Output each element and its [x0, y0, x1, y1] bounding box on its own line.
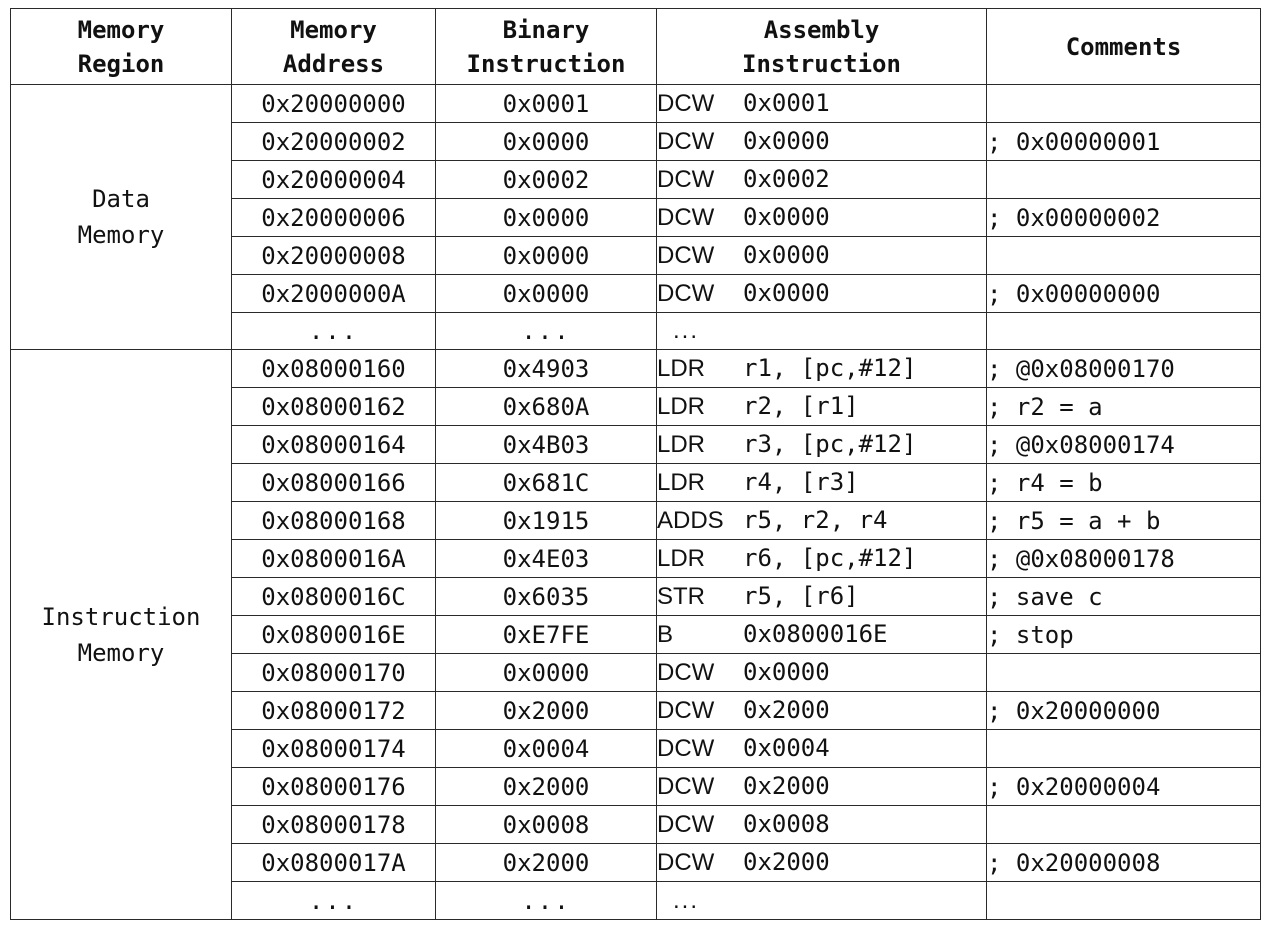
binary-instruction-cell: 0x0000	[436, 199, 657, 237]
memory-address-cell: 0x08000162	[232, 388, 436, 426]
binary-instruction-cell: 0x0000	[436, 275, 657, 313]
assembly-instruction-cell	[657, 350, 987, 388]
comment-cell	[987, 313, 1261, 350]
comment-cell: ; 0x00000002	[987, 199, 1261, 237]
binary-instruction-cell: 0x0004	[436, 730, 657, 768]
memory-address-cell: 0x20000004	[232, 161, 436, 199]
operands: r5, [r6]	[743, 582, 859, 611]
assembly-instruction-cell	[657, 464, 987, 502]
header-comments: Comments	[987, 9, 1261, 85]
assembly-instruction-cell	[657, 123, 987, 161]
binary-instruction-cell: 0x1915	[436, 502, 657, 540]
opcode: DCW	[657, 204, 715, 231]
binary-instruction-cell: 0x680A	[436, 388, 657, 426]
memory-address-cell: 0x08000170	[232, 654, 436, 692]
opcode: STR	[657, 583, 705, 611]
memory-address-cell: 0x0800017A	[232, 844, 436, 882]
opcode: DCW	[657, 90, 715, 117]
opcode: DCW	[657, 280, 715, 307]
memory-address-cell: 0x08000178	[232, 806, 436, 844]
opcode: B	[657, 621, 674, 649]
binary-instruction-cell: 0x4903	[436, 350, 657, 388]
comment-cell	[987, 730, 1261, 768]
operands: 0x0002	[743, 165, 830, 193]
comment-cell: ; 0x20000008	[987, 844, 1261, 882]
comment-cell: ; 0x00000001	[987, 123, 1261, 161]
comment-cell: ; @0x08000178	[987, 540, 1261, 578]
memory-address-cell: 0x08000172	[232, 692, 436, 730]
binary-instruction-cell: 0x0002	[436, 161, 657, 199]
operands: 0x0000	[743, 279, 830, 307]
opcode: DCW	[657, 811, 715, 839]
assembly-instruction-cell	[657, 199, 987, 237]
comment-cell: ; 0x00000000	[987, 275, 1261, 313]
binary-instruction-cell: 0x4E03	[436, 540, 657, 578]
binary-instruction-cell: 0x681C	[436, 464, 657, 502]
opcode: LDR	[657, 469, 706, 497]
comment-cell: ; @0x08000174	[987, 426, 1261, 464]
comment-cell	[987, 806, 1261, 844]
memory-address-ellipsis: ...	[232, 313, 436, 350]
operands: r3, [pc,#12]	[743, 430, 917, 459]
memory-address-cell: 0x20000000	[232, 85, 436, 123]
comment-cell	[987, 161, 1261, 199]
assembly-instruction-cell	[657, 388, 987, 426]
memory-address-cell: 0x2000000A	[232, 275, 436, 313]
operands: 0x0001	[743, 89, 830, 117]
opcode: DCW	[657, 242, 715, 269]
memory-map-document	[10, 8, 1261, 920]
binary-instruction-cell: 0x0001	[436, 85, 657, 123]
comment-cell	[987, 654, 1261, 692]
opcode: LDR	[657, 545, 706, 573]
binary-instruction-cell: 0x0000	[436, 654, 657, 692]
assembly-instruction-ellipsis: ...	[657, 882, 987, 919]
operands: 0x0800016E	[743, 620, 888, 649]
binary-instruction-cell: 0x2000	[436, 844, 657, 882]
operands: r1, [pc,#12]	[743, 354, 917, 383]
assembly-instruction-cell	[657, 806, 987, 844]
memory-map-table	[10, 8, 1261, 920]
binary-instruction-ellipsis: ...	[436, 313, 657, 350]
binary-instruction-cell: 0xE7FE	[436, 616, 657, 654]
operands: 0x0000	[743, 658, 830, 687]
data-memory-region-label: Data Memory	[11, 85, 232, 350]
comment-cell: ; @0x08000170	[987, 350, 1261, 388]
operands: 0x2000	[743, 848, 830, 877]
operands: 0x2000	[743, 772, 830, 801]
assembly-instruction-cell	[657, 161, 987, 199]
comment-cell: ; 0x20000000	[987, 692, 1261, 730]
comment-cell: ; stop	[987, 616, 1261, 654]
memory-address-cell: 0x08000164	[232, 426, 436, 464]
memory-address-cell: 0x0800016A	[232, 540, 436, 578]
assembly-instruction-ellipsis: ...	[657, 313, 987, 350]
assembly-instruction-cell	[657, 426, 987, 464]
memory-address-cell: 0x20000006	[232, 199, 436, 237]
assembly-instruction-cell	[657, 275, 987, 313]
comment-cell: ; save c	[987, 578, 1261, 616]
operands: 0x0000	[743, 241, 830, 269]
binary-instruction-cell: 0x4B03	[436, 426, 657, 464]
assembly-instruction-cell	[657, 844, 987, 882]
binary-instruction-cell: 0x6035	[436, 578, 657, 616]
comment-cell: ; 0x20000004	[987, 768, 1261, 806]
assembly-instruction-cell	[657, 502, 987, 540]
opcode: DCW	[657, 773, 715, 801]
memory-address-cell: 0x0800016C	[232, 578, 436, 616]
operands: r6, [pc,#12]	[743, 544, 917, 573]
operands: 0x0004	[743, 734, 830, 763]
comment-cell	[987, 237, 1261, 275]
binary-instruction-cell: 0x2000	[436, 692, 657, 730]
operands: 0x0000	[743, 203, 830, 231]
binary-instruction-cell: 0x0000	[436, 237, 657, 275]
operands: r2, [r1]	[743, 392, 859, 421]
opcode: DCW	[657, 849, 715, 877]
assembly-instruction-cell	[657, 85, 987, 123]
opcode: DCW	[657, 659, 715, 687]
operands: 0x0008	[743, 810, 830, 839]
header-memory-address: Memory Address	[232, 9, 436, 85]
table-row	[11, 350, 1261, 388]
assembly-instruction-cell	[657, 578, 987, 616]
opcode: DCW	[657, 697, 715, 725]
comment-cell: ; r2 = a	[987, 388, 1261, 426]
memory-address-cell: 0x20000002	[232, 123, 436, 161]
opcode: DCW	[657, 128, 715, 155]
assembly-instruction-cell	[657, 654, 987, 692]
instruction-memory-region-label: Instruction Memory	[11, 350, 232, 919]
memory-address-cell: 0x08000160	[232, 350, 436, 388]
assembly-instruction-cell	[657, 237, 987, 275]
binary-instruction-cell: 0x0000	[436, 123, 657, 161]
opcode: LDR	[657, 355, 706, 383]
operands: r4, [r3]	[743, 468, 859, 497]
opcode: DCW	[657, 735, 715, 763]
comment-cell: ; r5 = a + b	[987, 502, 1261, 540]
memory-address-cell: 0x20000008	[232, 237, 436, 275]
assembly-instruction-cell	[657, 730, 987, 768]
comment-cell	[987, 85, 1261, 123]
comment-cell	[987, 882, 1261, 919]
memory-address-cell: 0x08000174	[232, 730, 436, 768]
operands: 0x0000	[743, 127, 830, 155]
header-assembly-instruction: Assembly Instruction	[657, 9, 987, 85]
table-row	[11, 85, 1261, 123]
assembly-instruction-cell	[657, 540, 987, 578]
binary-instruction-cell: 0x0008	[436, 806, 657, 844]
memory-address-cell: 0x08000166	[232, 464, 436, 502]
assembly-instruction-cell	[657, 616, 987, 654]
header-row	[11, 9, 1261, 85]
opcode: DCW	[657, 166, 715, 193]
header-memory-region: Memory Region	[11, 9, 232, 85]
comment-cell: ; r4 = b	[987, 464, 1261, 502]
opcode: ADDS	[657, 507, 724, 535]
opcode: LDR	[657, 393, 706, 421]
header-binary-instruction: Binary Instruction	[436, 9, 657, 85]
assembly-instruction-cell	[657, 768, 987, 806]
memory-address-cell: 0x08000176	[232, 768, 436, 806]
operands: r5, r2, r4	[743, 506, 888, 535]
memory-address-ellipsis: ...	[232, 882, 436, 919]
memory-address-cell: 0x0800016E	[232, 616, 436, 654]
binary-instruction-ellipsis: ...	[436, 882, 657, 919]
binary-instruction-cell: 0x2000	[436, 768, 657, 806]
operands: 0x2000	[743, 696, 830, 725]
memory-address-cell: 0x08000168	[232, 502, 436, 540]
opcode: LDR	[657, 431, 706, 459]
assembly-instruction-cell	[657, 692, 987, 730]
